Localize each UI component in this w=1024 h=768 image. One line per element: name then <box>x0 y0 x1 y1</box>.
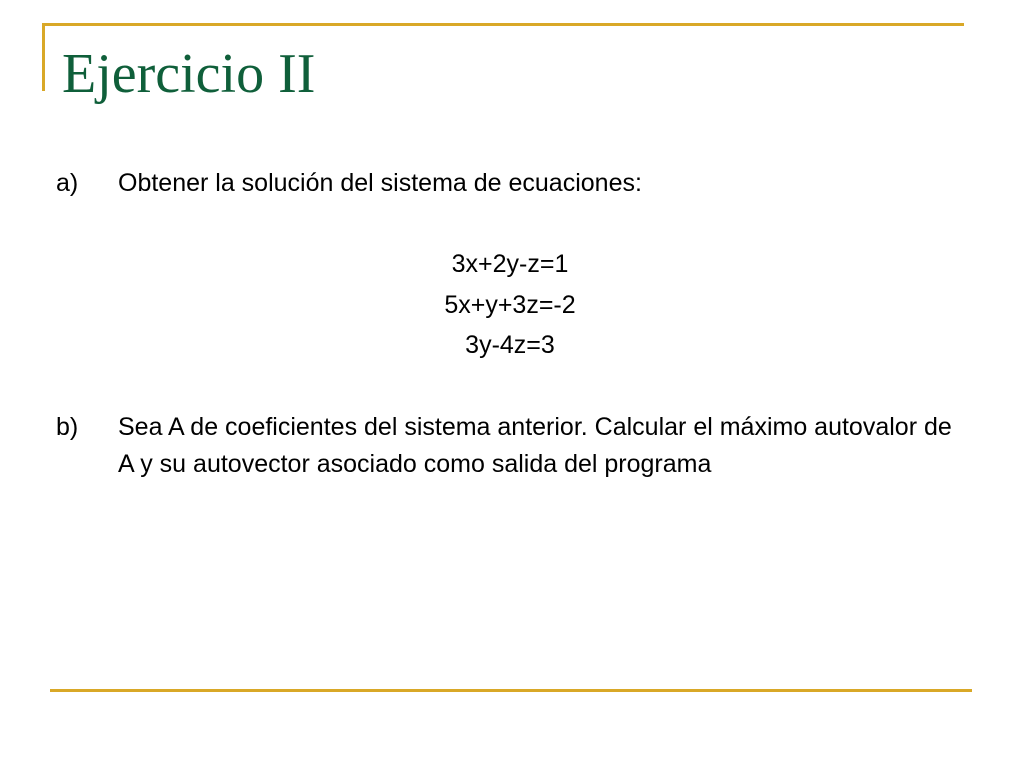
equation-2: 5x+y+3z=-2 <box>444 291 576 319</box>
frame-top-line <box>42 23 964 26</box>
equation-1: 3x+2y-z=1 <box>451 250 569 278</box>
frame-bottom-line <box>50 689 972 692</box>
list-text-b: Sea A de coeficientes del sistema anterior. Calcular el máximo autovalor de A y su autovector asociado como salida del programa <box>118 413 952 478</box>
equation-3: 3y-4z=3 <box>465 331 555 359</box>
list-text-a: Obtener la solución del sistema de ecuaciones: <box>118 169 642 197</box>
list-marker-b: b) <box>56 413 79 441</box>
slide-title: Ejercicio II <box>62 43 316 105</box>
frame-left-line <box>42 23 45 91</box>
list-marker-a: a) <box>56 169 79 197</box>
